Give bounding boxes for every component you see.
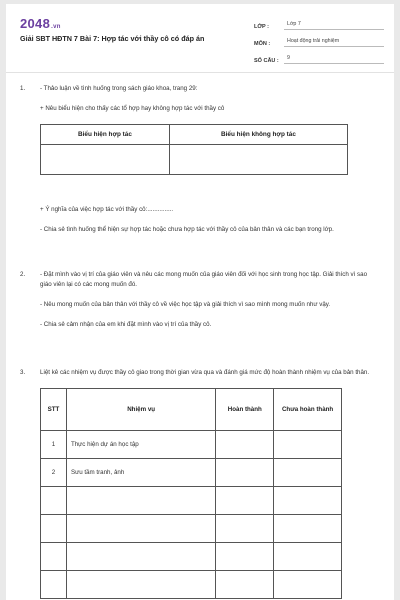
document-header <box>6 4 394 72</box>
table-row <box>41 571 342 599</box>
document-page <box>6 4 394 600</box>
table-header: Biểu hiện hợp tác <box>41 125 170 145</box>
row-undone-cell[interactable] <box>274 571 342 599</box>
meta-label: MÔN : <box>254 41 271 47</box>
row-stt <box>41 543 67 571</box>
row-undone-cell[interactable] <box>274 431 342 459</box>
question-text: Liệt kê các nhiệm vụ được thầy cô giao trong thời gian vừa qua và đánh giá mức độ hoàn thành nhiệm vụ của bản thân. <box>40 369 370 376</box>
row-task[interactable] <box>66 515 215 543</box>
meta-label: LỚP : <box>254 24 269 30</box>
table-header: Chưa hoàn thành <box>274 389 342 431</box>
row-stt <box>41 487 67 515</box>
meta-row-class <box>254 16 384 30</box>
row-task: Sưu tầm tranh, ảnh <box>66 459 215 487</box>
row-done-cell[interactable] <box>216 459 274 487</box>
row-undone-cell[interactable] <box>274 515 342 543</box>
meta-label: SỐ CÂU : <box>254 58 279 64</box>
question-text: + Ý nghĩa của việc hợp tác với thầy cô:............... <box>40 206 174 213</box>
question-text: - Thảo luận về tình huống trong sách giáo khoa, trang 29: <box>40 85 198 92</box>
table-header: Hoàn thành <box>216 389 274 431</box>
question-number: 1. <box>20 85 26 92</box>
table-row <box>41 515 342 543</box>
table-cell[interactable] <box>41 145 170 175</box>
meta-row-count <box>254 50 384 64</box>
row-stt <box>41 571 67 599</box>
row-task: Thực hiện dự án học tập <box>66 431 215 459</box>
site-logo[interactable] <box>20 16 61 31</box>
question-number: 2. <box>20 271 26 278</box>
row-undone-cell[interactable] <box>274 459 342 487</box>
row-done-cell[interactable] <box>216 515 274 543</box>
table-row <box>41 487 342 515</box>
question-text: - Chia sẻ tình huống thể hiện sự hợp tác hoặc chưa hợp tác với thầy cô của bản thân và các bạn trong lớp. <box>40 226 334 233</box>
meta-row-subject <box>254 33 384 47</box>
question-number: 3. <box>20 369 26 376</box>
row-task[interactable] <box>66 487 215 515</box>
row-task[interactable] <box>66 543 215 571</box>
question-text: - Nêu mong muốn của bản thân với thầy cô về việc học tập và giải thích vì sao mình mong muốn như vậy. <box>40 301 331 308</box>
logo-text: 2048 <box>20 16 51 31</box>
table-header: STT <box>41 389 67 431</box>
table-row <box>41 543 342 571</box>
row-stt <box>41 515 67 543</box>
question-text: - Chia sẻ cảm nhận của em khi đặt mình vào vị trí của thầy cô. <box>40 321 212 328</box>
row-done-cell[interactable] <box>216 571 274 599</box>
row-done-cell[interactable] <box>216 431 274 459</box>
document-title: Giải SBT HĐTN 7 Bài 7: Hợp tác với thầy cô có đáp án <box>20 34 205 43</box>
table-row <box>41 431 342 459</box>
table-row <box>41 459 342 487</box>
row-undone-cell[interactable] <box>274 543 342 571</box>
meta-value: 9 <box>284 55 384 64</box>
meta-value: Lớp 7 <box>284 21 384 30</box>
logo-suffix: .vn <box>51 24 61 30</box>
row-stt: 1 <box>41 431 67 459</box>
question-text: - Đặt mình vào vị trí của giáo viên và nêu các mong muốn của giáo viên đối với học sinh trong học tập. Giải thích vì sao giáo viên lại có các mong muốn đó. <box>40 271 368 288</box>
row-task[interactable] <box>66 571 215 599</box>
question-text: + Nêu biểu hiện cho thấy các tổ hợp hay không hợp tác với thầy cô <box>40 105 225 112</box>
table-cell[interactable] <box>169 145 347 175</box>
row-undone-cell[interactable] <box>274 487 342 515</box>
row-stt: 2 <box>41 459 67 487</box>
header-divider <box>6 72 394 73</box>
task-table <box>40 388 342 599</box>
meta-value: Hoạt động trải nghiệm <box>284 38 384 47</box>
table-header: Biểu hiện không hợp tác <box>169 125 347 145</box>
document-meta <box>254 16 384 67</box>
row-done-cell[interactable] <box>216 543 274 571</box>
table-header: Nhiệm vụ <box>66 389 215 431</box>
row-done-cell[interactable] <box>216 487 274 515</box>
cooperation-table <box>40 124 348 175</box>
